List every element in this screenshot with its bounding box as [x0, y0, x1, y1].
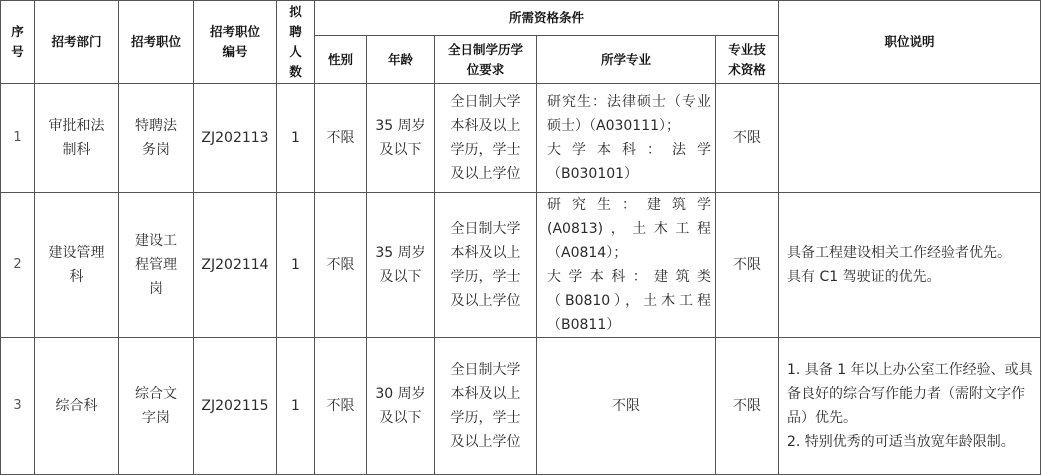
cell-position: 综合文 字岗: [119, 338, 194, 475]
table-row: [1, 84, 1041, 193]
cell-dept: 综合科: [35, 338, 119, 475]
cell-code: ZJ202114: [194, 193, 277, 338]
cell-count: 1: [277, 84, 315, 193]
header-description: 职位说明: [779, 1, 1041, 84]
cell-dept: 建设管理 科: [35, 193, 119, 338]
cell-age: 35 周岁 及以下: [367, 84, 435, 193]
cell-age: 35 周岁 及以下: [367, 193, 435, 338]
cell-gender: 不限: [315, 338, 367, 475]
cell-count: 1: [277, 338, 315, 475]
header-row-1: [1, 1, 1041, 36]
header-qualification: 专业技 术资格: [716, 36, 779, 84]
cell-dept: 审批和法 制科: [35, 84, 119, 193]
header-requirements: 所需资格条件: [315, 1, 779, 36]
cell-description: 具备工程建设相关工作经验者优先。 具有 C1 驾驶证的优先。: [779, 193, 1041, 338]
cell-seq: 2: [1, 193, 35, 338]
cell-major: 研究生：建筑学(A0813)，土木工程（A0814）； 大学本科：建筑类（B0810），土木工程（B0811）: [537, 193, 716, 338]
cell-education: 全日制大学 本科及以上 学历，学士 及以上学位: [435, 84, 537, 193]
cell-code: ZJ202113: [194, 84, 277, 193]
cell-code: ZJ202115: [194, 338, 277, 475]
cell-description: 1. 具备 1 年以上办公室工作经验、或具备良好的综合写作能力者（需附文字作品）优先。 2. 特别优秀的可适当放宽年龄限制。: [779, 338, 1041, 475]
cell-education: 全日制大学 本科及以上 学历，学士 及以上学位: [435, 193, 537, 338]
table-row: [1, 193, 1041, 338]
table-row: [1, 338, 1041, 475]
header-major: 所学专业: [537, 36, 716, 84]
header-dept: 招考部门: [35, 1, 119, 84]
cell-count: 1: [277, 193, 315, 338]
cell-seq: 1: [1, 84, 35, 193]
cell-qualification: 不限: [716, 193, 779, 338]
header-education: 全日制学历学 位要求: [435, 36, 537, 84]
header-age: 年龄: [367, 36, 435, 84]
cell-qualification: 不限: [716, 338, 779, 475]
cell-age: 30 周岁 及以下: [367, 338, 435, 475]
header-seq: 序 号: [1, 1, 35, 84]
cell-major: 研究生：法律硕士（专业硕士）（A030111）； 大学本科：法学（B030101）: [537, 84, 716, 193]
header-gender: 性别: [315, 36, 367, 84]
header-position: 招考职位: [119, 1, 194, 84]
cell-qualification: 不限: [716, 84, 779, 193]
cell-position: 特聘法 务岗: [119, 84, 194, 193]
cell-gender: 不限: [315, 193, 367, 338]
cell-seq: 3: [1, 338, 35, 475]
cell-gender: 不限: [315, 84, 367, 193]
header-code: 招考职位 编号: [194, 1, 277, 84]
cell-position: 建设工 程管理 岗: [119, 193, 194, 338]
cell-description: [779, 84, 1041, 193]
header-count: 拟 聘 人 数: [277, 1, 315, 84]
cell-major: 不限: [537, 338, 716, 475]
cell-education: 全日制大学 本科及以上 学历，学士 及以上学位: [435, 338, 537, 475]
